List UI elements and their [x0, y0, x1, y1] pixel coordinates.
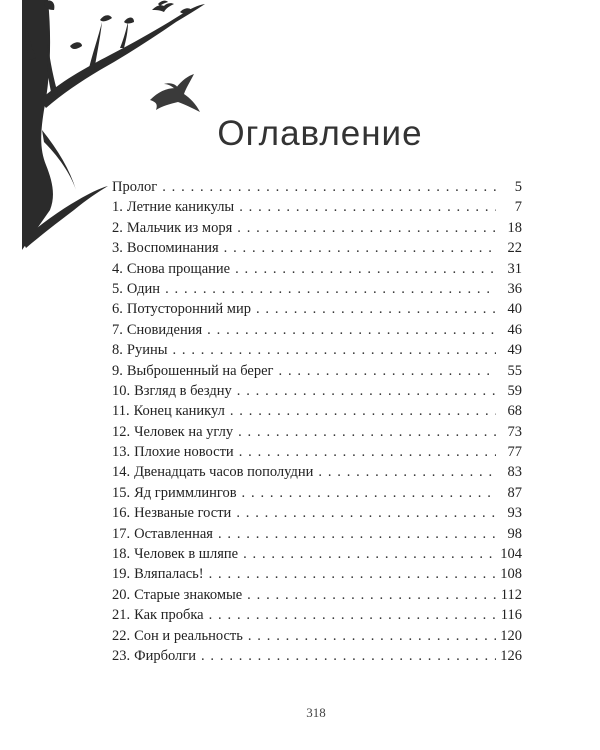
toc-entry-number: 7. [112, 321, 123, 338]
toc-entry [112, 422, 522, 442]
toc-entry-page: 7 [514, 199, 522, 216]
toc-entry-page: 55 [507, 362, 522, 379]
toc-entry-number: 21. [112, 607, 131, 624]
tree-branch-twig-top [120, 22, 128, 48]
toc-entry-title: Как пробка [134, 607, 204, 624]
toc-entry-page: 40 [507, 301, 522, 318]
toc-entry-title: Сновидения [126, 321, 203, 338]
toc-entry [112, 320, 522, 340]
toc-entry-number: 5. [112, 280, 123, 297]
toc-entry-number: 3. [112, 240, 123, 257]
toc-entry-page: 112 [500, 586, 522, 603]
toc-dot-leader [248, 626, 496, 646]
toc-entry [112, 177, 522, 197]
toc-dot-leader [218, 524, 496, 544]
toc-entry-page: 116 [500, 607, 522, 624]
toc-entry-number: 13. [112, 444, 131, 461]
toc-entry-page: 93 [507, 505, 522, 522]
bird-icon [152, 1, 174, 12]
toc-entry-number: 1. [112, 199, 123, 216]
toc-entry-title: Человек на углу [134, 423, 234, 440]
toc-dot-leader [209, 564, 496, 584]
toc-dot-leader [318, 462, 496, 482]
toc-dot-leader [238, 422, 496, 442]
toc-entry [112, 585, 522, 605]
toc-entry-number: 4. [112, 260, 123, 277]
toc-entry-title: Сон и реальность [134, 627, 243, 644]
toc-entry [112, 605, 522, 625]
toc-entry-page: 18 [507, 219, 522, 236]
toc-entry-number: 17. [112, 525, 131, 542]
leaf-icon [100, 15, 112, 21]
toc-entry-title: Старые знакомые [134, 586, 243, 603]
page-number: 318 [306, 705, 326, 720]
toc-entry-page: 49 [507, 342, 522, 359]
leaf-icon [124, 18, 134, 24]
swallow-icon [150, 74, 200, 112]
toc-dot-leader [256, 299, 496, 319]
toc-entry [112, 483, 522, 503]
toc-dot-leader [279, 361, 497, 381]
toc-entry-page: 120 [500, 627, 522, 644]
page-title: Оглавление [217, 114, 423, 153]
toc-dot-leader [239, 197, 496, 217]
toc-entry-number: 20. [112, 586, 131, 603]
toc-dot-leader [243, 544, 496, 564]
toc-entry-title: Мальчик из моря [126, 219, 233, 236]
toc-entry-title: Конец каникул [133, 403, 225, 420]
toc-entry-number: 12. [112, 423, 131, 440]
leaf-icon [70, 42, 82, 49]
toc-dot-leader [209, 605, 496, 625]
toc-entry-page: 46 [507, 321, 522, 338]
toc-entry-number: 11. [112, 403, 130, 420]
toc-dot-leader [236, 503, 496, 523]
toc-entry [112, 503, 522, 523]
toc-entry-page: 22 [507, 240, 522, 257]
toc-entry-page: 104 [500, 546, 522, 563]
toc-entry [112, 646, 522, 666]
toc-entry [112, 544, 522, 564]
toc-entry-page: 36 [507, 280, 522, 297]
toc-entry-title: Плохие новости [134, 444, 234, 461]
toc-entry [112, 238, 522, 258]
toc-dot-leader [201, 646, 496, 666]
toc-entry-number: 23. [112, 647, 131, 664]
toc-entry-title: Потусторонний мир [126, 301, 251, 318]
toc-entry-number: 6. [112, 301, 123, 318]
toc-entry [112, 401, 522, 421]
toc-entry [112, 626, 522, 646]
toc-entry-title: Летние каникулы [126, 199, 235, 216]
toc-dot-leader [162, 177, 496, 197]
toc-entry-number: 8. [112, 342, 123, 359]
toc-entry [112, 361, 522, 381]
toc-entry-number: 19. [112, 566, 131, 583]
toc-entry-page: 77 [507, 444, 522, 461]
toc-entry-title: Один [126, 280, 161, 297]
toc-entry-page: 68 [507, 403, 522, 420]
toc-dot-leader [239, 442, 496, 462]
toc-entry-number: 22. [112, 627, 131, 644]
toc-dot-leader [235, 259, 496, 279]
toc-entry [112, 564, 522, 584]
toc-entry-number: 9. [112, 362, 123, 379]
toc-entry [112, 279, 522, 299]
toc-entry-page: 59 [507, 382, 522, 399]
toc-entry [112, 524, 522, 544]
toc-entry [112, 299, 522, 319]
toc-entry-title: Фирболги [134, 647, 196, 664]
toc-dot-leader [237, 381, 496, 401]
table-of-contents [112, 177, 522, 666]
toc-entry-title: Взгляд в бездну [134, 382, 232, 399]
toc-entry-page: 126 [500, 647, 522, 664]
toc-entry-title: Вляпалась! [134, 566, 204, 583]
toc-entry-title: Руины [126, 342, 168, 359]
toc-entry-page: 83 [507, 464, 522, 481]
toc-entry-page: 98 [507, 525, 522, 542]
toc-entry-number: 2. [112, 219, 123, 236]
toc-entry-number: 15. [112, 484, 131, 501]
toc-entry-title: Двенадцать часов пополудни [134, 464, 314, 481]
toc-entry-number: 10. [112, 382, 131, 399]
toc-dot-leader [172, 340, 496, 360]
toc-entry [112, 462, 522, 482]
toc-entry-title: Выброшенный на берег [126, 362, 274, 379]
toc-entry-page: 73 [507, 423, 522, 440]
toc-dot-leader [237, 218, 496, 238]
toc-entry-title: Пролог [112, 179, 158, 195]
toc-entry [112, 381, 522, 401]
toc-entry-page: 108 [500, 566, 522, 583]
toc-entry-number: 16. [112, 505, 131, 522]
toc-entry [112, 340, 522, 360]
tree-branch-twig-left [47, 44, 58, 96]
toc-entry [112, 197, 522, 217]
toc-entry-title: Незваные гости [134, 505, 232, 522]
toc-entry [112, 218, 522, 238]
toc-entry-title: Яд гриммлингов [134, 484, 237, 501]
toc-entry [112, 259, 522, 279]
toc-entry-number: 14. [112, 464, 131, 481]
toc-dot-leader [165, 279, 496, 299]
toc-dot-leader [230, 401, 496, 421]
toc-dot-leader [247, 585, 496, 605]
toc-entry [112, 442, 522, 462]
toc-dot-leader [242, 483, 496, 503]
toc-entry-page: 5 [514, 179, 522, 195]
toc-entry-title: Воспоминания [126, 240, 219, 257]
toc-entry-title: Снова прощание [126, 260, 231, 277]
toc-entry-title: Оставленная [134, 525, 213, 542]
toc-entry-number: 18. [112, 546, 131, 563]
toc-entry-page: 87 [507, 484, 522, 501]
toc-dot-leader [224, 238, 496, 258]
toc-entry-page: 31 [507, 260, 522, 277]
toc-dot-leader [207, 320, 496, 340]
toc-entry-title: Человек в шляпе [134, 546, 239, 563]
